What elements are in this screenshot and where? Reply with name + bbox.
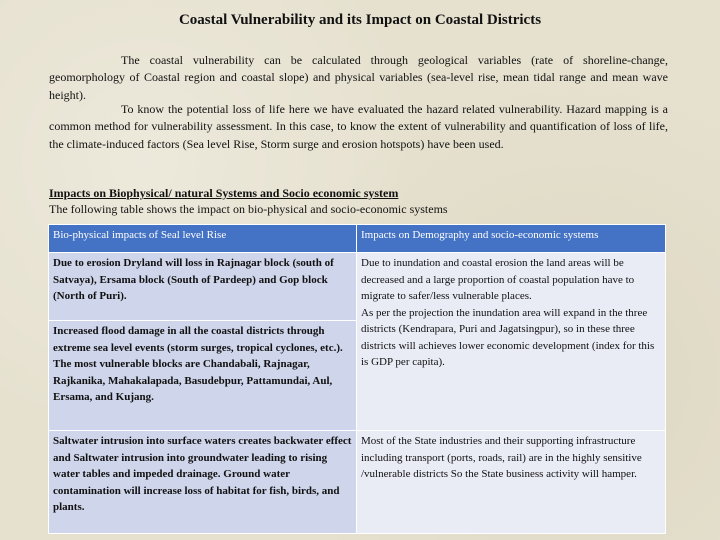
socioeconomic-cell: Most of the State industries and their supporting infrastructure including transport (ports, roads, rail) are in the highly sensitive /vulnerable districts So the State business activity will hamper. — [357, 431, 666, 534]
biophysical-cell: Saltwater intrusion into surface waters creates backwater effect and Saltwater intrusion into groundwater leading to rising water tables and impeded drainage. Ground water contamination will increase loss of habitat for fish, birds, and plants. — [49, 431, 357, 534]
biophysical-cell: Due to erosion Dryland will loss in Rajnagar block (south of Satvaya), Ersama block (South of Pardeep) and Gop block (North of Puri). — [49, 253, 357, 321]
socioeconomic-text: Due to inundation and coastal erosion the land areas will be decreased and a large proportion of coastal population have to migrate to safer/less vulnerable places. — [361, 257, 635, 302]
intro-paragraph-2: To know the potential loss of life here we have evaluated the hazard related vulnerability. Hazard mapping is a common method for vulnerability assessment. In this case, to know the extent of vulnerability and quantification of loss of life, the climate-induced factors (Sea level Rise, Storm surge and erosion hotspots) have been used. — [49, 102, 668, 151]
socioeconomic-cell — [357, 253, 666, 431]
biophysical-cell: Increased flood damage in all the coastal districts through extreme sea level events (storm surges, tropical cyclones, etc.). The most vulnerable blocks are Chandabali, Rajnagar, Rajkanika, Mahakalapada, Basudebpur, Pattamundai, Aul, Ersama, and Kujang. — [49, 321, 357, 431]
table-header-row — [49, 225, 666, 253]
impacts-table — [48, 224, 666, 534]
socioeconomic-text: As per the projection the inundation area will expand in the three districts (Kendrapara, Puri and Jagatsingpur), so in these three districts will achieves lower economic development (index for this is GDP per capita). — [361, 306, 655, 368]
slide-title: Coastal Vulnerability and its Impact on Coastal Districts — [178, 12, 542, 28]
header-biophysical: Bio-physical impacts of Seal level Rise — [49, 225, 357, 253]
intro-paragraph-1: The coastal vulnerability can be calculated through geological variables (rate of shoreline-change, geomorphology of Coastal region and coastal slope) and physical variables (sea-level rise, mean tidal range and mean wave height). — [49, 53, 668, 102]
section-subheading: Impacts on Biophysical/ natural Systems and Socio economic system — [49, 186, 399, 200]
section-subtext: The following table shows the impact on bio-physical and socio-economic systems — [49, 202, 448, 216]
table-row — [49, 253, 666, 321]
table-row — [49, 431, 666, 534]
header-socioeconomic: Impacts on Demography and socio-economic systems — [357, 225, 666, 253]
